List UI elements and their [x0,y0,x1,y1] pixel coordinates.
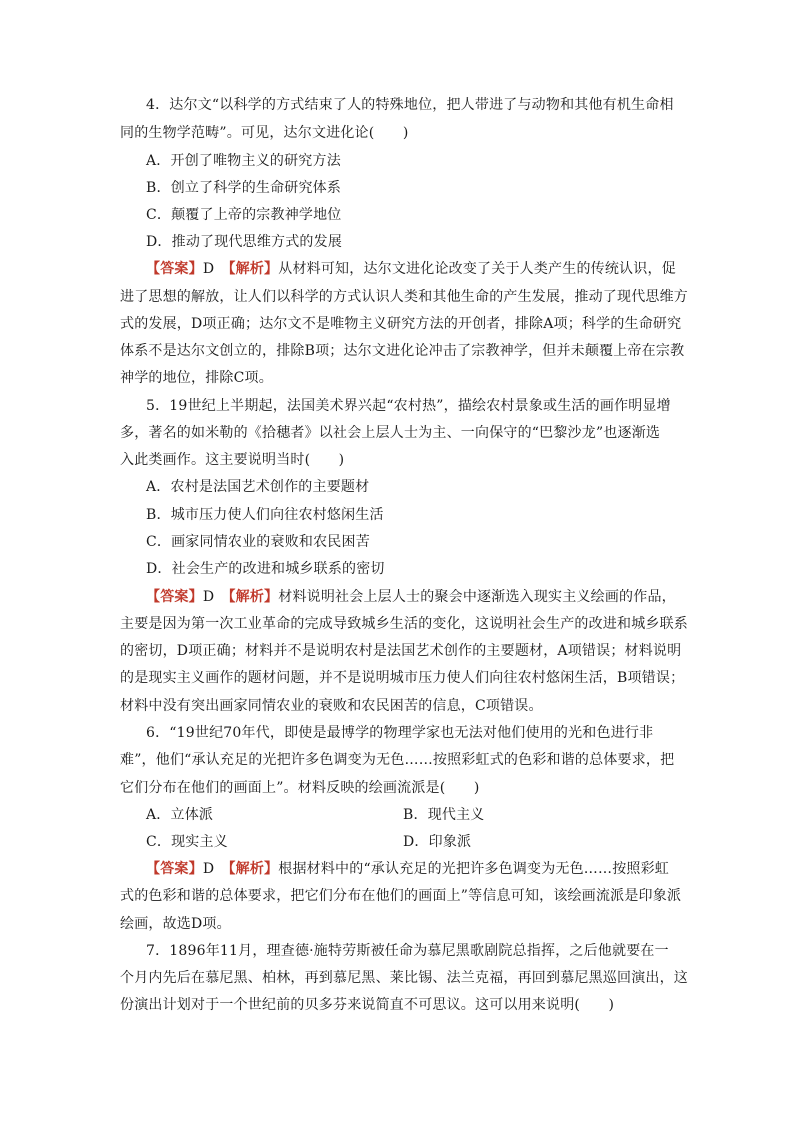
q6-analysis-line2: 式的色彩和谐的总体要求，把它们分布在他们的画面上”等信息可知，该绘画流派是印象派 [120,888,682,904]
q7-stem-line1: 7．1896年11月，理查德·施特劳斯被任命为慕尼黑歌剧院总指挥，之后他就要在一 [146,943,669,959]
q4-option-a: A．开创了唯物主义的研究方法 [146,153,341,169]
q5-answer-line [146,587,676,607]
q6-answer-line [146,859,669,879]
q5-option-b: B．城市压力使人们向往农村悠闲生活 [146,507,384,523]
q6-option-a: A．立体派 [146,807,214,823]
q4-answer-line [146,259,676,279]
answer-tag: 【答案】 [146,261,203,277]
q5-stem-line1: 5．19世纪上半期起，法国美术界兴起“农村热”，描绘农村景象或生活的画作明显增 [146,398,671,414]
q6-option-d: D．印象派 [403,834,472,850]
analysis-tag: 【解析】 [228,261,279,277]
q5-option-c: C．画家同情农业的衰败和农民困苦 [146,534,370,550]
q6-analysis-line3: 绘画，故选D项。 [120,916,231,932]
q5-stem-line2: 多，著名的如米勒的《拾穗者》以社会上层人士为主、一向保守的“巴黎沙龙”也逐渐选 [120,425,661,441]
q4-stem-line2: 同的生物学范畴”。可见，达尔文进化论( ) [120,125,409,141]
q6-option-c: C．现实主义 [146,834,228,850]
q5-option-d: D．社会生产的改进和城乡联系的密切 [146,561,385,577]
q4-option-b: B．创立了科学的生命研究体系 [146,180,342,196]
q4-analysis-line2: 进了思想的解放，让人们以科学的方式认识人类和其他生命的产生发展，推动了现代思维方 [120,289,688,305]
analysis-tag: 【解析】 [228,589,279,605]
q4-stem-line1: 4．达尔文“以科学的方式结束了人的特殊地位，把人带进了与动物和其他有机生命相 [146,97,674,113]
answer-value: D [202,861,229,877]
q5-analysis-line4: 的是现实主义画作的题材问题，并不是说明城市压力使人们向往农村悠闲生活，B项错误； [120,670,685,686]
analysis-text: 根据材料中的“承认充足的光把许多色调变为无色……按照彩虹 [278,861,670,877]
q6-option-b: B．现代主义 [403,807,485,823]
q7-stem-line3: 份演出计划对于一个世纪前的贝多芬来说简直不可思议。这可以用来说明( ) [120,997,615,1013]
q6-stem-line3: 它们分布在他们的画面上”。材料反映的绘画流派是( ) [120,780,480,796]
q5-analysis-line2: 主要是因为第一次工业革命的完成导致城乡生活的变化，这说明社会生产的改进和城乡联系 [120,616,688,632]
q4-analysis-line4: 体系不是达尔文创立的，排除B项；达尔文进化论冲击了宗教神学，但并未颠覆上帝在宗教 [120,343,685,359]
answer-tag: 【答案】 [146,589,203,605]
q4-option-d: D．推动了现代思维方式的发展 [146,234,343,250]
analysis-text: 从材料可知，达尔文进化论改变了关于人类产生的传统认识，促 [278,261,676,277]
q7-stem-line2: 个月内先后在慕尼黑、柏林，再到慕尼黑、莱比锡、法兰克福，再回到慕尼黑巡回演出，这 [120,970,688,986]
q5-stem-line3: 入此类画作。这主要说明当时( ) [120,452,345,468]
q5-analysis-line5: 材料中没有突出画家同情农业的衰败和农民困苦的信息，C项错误。 [120,698,543,714]
q6-stem-line1: 6．“19世纪70年代，即使是最博学的物理学家也无法对他们使用的光和色进行非 [146,725,654,741]
q4-option-c: C．颠覆了上帝的宗教神学地位 [146,207,342,223]
q6-stem-line2: 难”，他们“承认充足的光把许多色调变为无色……按照彩虹式的色彩和谐的总体要求，把 [120,752,675,768]
analysis-tag: 【解析】 [228,861,279,877]
q4-analysis-line3: 式的发展，D项正确；达尔文不是唯物主义研究方法的开创者，排除A项；科学的生命研究 [120,316,682,332]
q4-analysis-line5: 神学的地位，排除C项。 [120,370,273,386]
answer-tag: 【答案】 [146,861,203,877]
q5-analysis-line3: 的密切，D项正确；材料并不是说明农村是法国艺术创作的主要题材，A项错误；材料说明 [120,643,682,659]
answer-value: D [202,589,229,605]
q5-option-a: A．农村是法国艺术创作的主要题材 [146,479,370,495]
analysis-text: 材料说明社会上层人士的聚会中逐渐选入现实主义绘画的作品， [278,589,676,605]
answer-value: D [202,261,229,277]
